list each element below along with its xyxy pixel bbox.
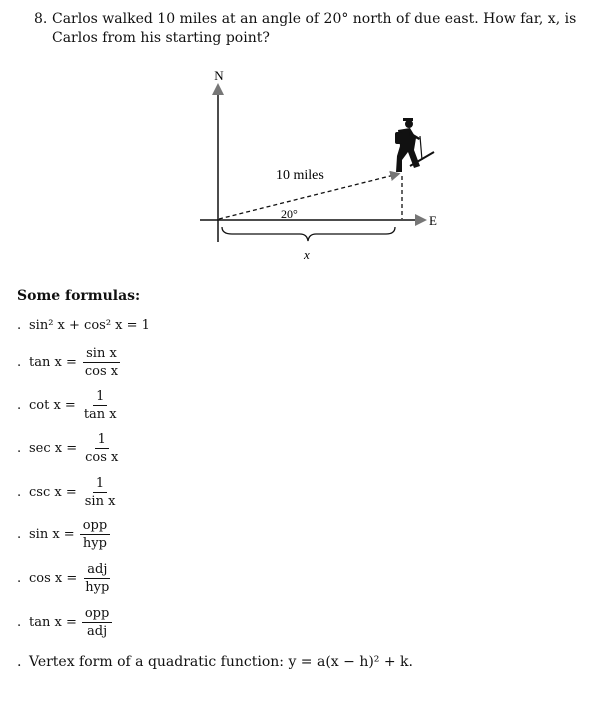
denominator: hyp [82,536,107,551]
formula-lhs: tan x = [29,615,77,630]
formula-sec [17,432,121,465]
numerator: 1 [93,476,107,493]
denominator: cos x [84,364,119,379]
formula-tan-ratio [17,606,112,639]
denominator: hyp [85,580,110,595]
distance-label: 10 miles [276,168,324,183]
formula-cot [17,389,120,422]
denominator: cos x [85,450,119,465]
hiker-icon [395,118,434,172]
numerator: adj [84,562,110,579]
formula-text: Vertex form of a quadratic function: y = a(x − h)² + k. [29,654,413,670]
bullet: . [17,571,22,586]
unknown-x-label: x [304,247,310,262]
bullet: . [17,355,22,370]
question-number: 8. [34,11,48,27]
numerator: opp [80,518,110,535]
numerator: opp [82,606,112,623]
bullet: . [17,654,22,670]
angle-label: 20° [281,207,298,221]
formula-lhs: tan x = [29,355,77,370]
formula-csc [17,476,118,509]
formula-cos [17,562,112,595]
bullet: . [17,441,22,456]
numerator: 1 [95,432,109,449]
formulas-heading: Some formulas: [17,288,141,304]
formula-lhs: sin x = [29,527,75,542]
formula-vertex-form [17,654,413,670]
numerator: sin x [83,346,120,363]
denominator: tan x [83,407,117,422]
formula-pythagorean [17,318,150,333]
denominator: adj [87,624,108,639]
denominator: sin x [84,494,116,509]
formula-lhs: csc x = [29,485,77,500]
bullet: . [17,527,22,542]
formula-sin [17,518,110,551]
formula-lhs: cos x = [29,571,78,586]
bullet: . [17,615,22,630]
bullet: . [17,485,22,500]
north-label: N [214,68,224,83]
bullet: . [17,398,22,413]
formula-tan [17,346,121,379]
bullet: . [17,318,22,333]
numerator: 1 [93,389,107,406]
formula-text: sin² x + cos² x = 1 [29,318,150,333]
question-text: Carlos walked 10 miles at an angle of 20° north of due east. How far, x, is Carlos from his starting point? [52,11,577,46]
formula-lhs: cot x = [29,398,76,413]
brace [222,227,395,241]
east-label: E [429,213,437,228]
formula-lhs: sec x = [29,441,78,456]
